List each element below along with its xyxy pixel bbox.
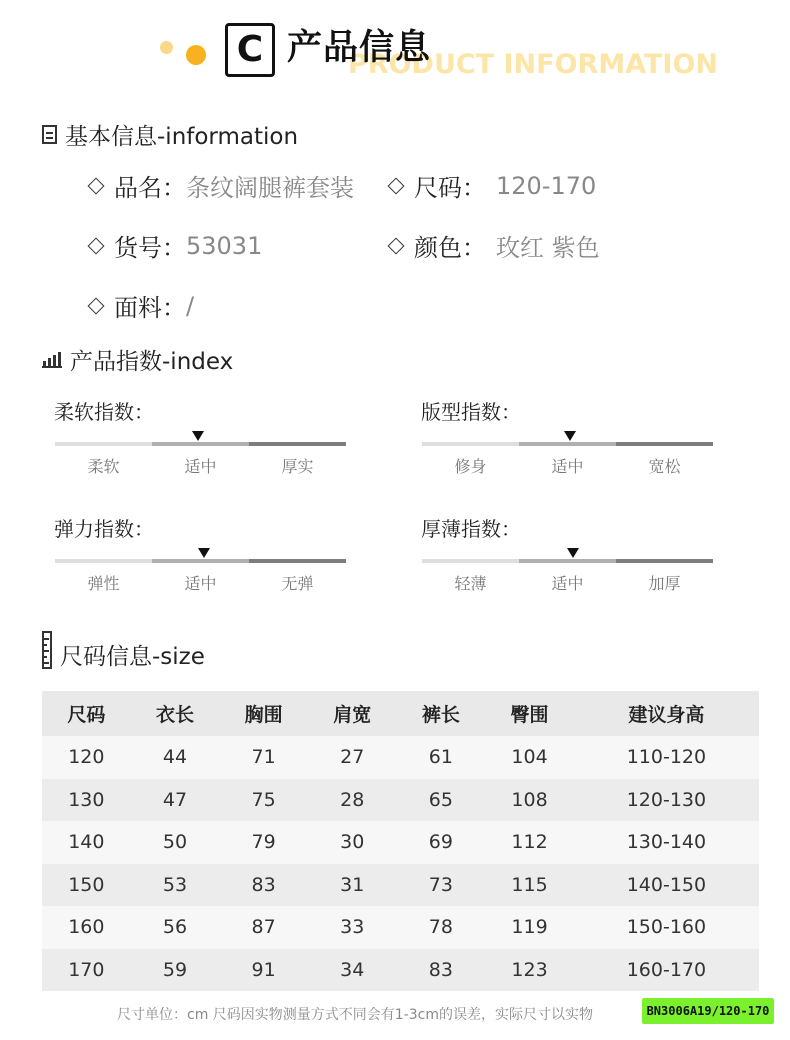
table-cell: 56 <box>131 906 220 949</box>
table-cell: 73 <box>397 864 486 907</box>
index-heading-text: 产品指数-index <box>70 349 234 375</box>
table-cell: 140 <box>42 821 131 864</box>
fit-marker-icon <box>564 431 576 441</box>
table-cell: 44 <box>131 736 220 779</box>
size-table-body <box>42 736 759 991</box>
column-header: 衣长 <box>131 691 220 736</box>
softness-scale-bar <box>55 442 346 446</box>
table-cell: 78 <box>397 906 486 949</box>
thickness-index-title: 厚薄指数： <box>421 517 521 541</box>
size-table <box>42 691 759 991</box>
document-icon <box>42 125 57 144</box>
table-cell: 110-120 <box>574 736 759 779</box>
page-title: 产品信息 <box>287 28 432 68</box>
size-info-heading-text: 尺码信息-size <box>60 644 205 670</box>
table-cell: 140-150 <box>574 864 759 907</box>
column-header: 肩宽 <box>308 691 397 736</box>
bar-chart-icon <box>42 352 62 368</box>
diamond-icon <box>88 237 105 254</box>
thickness-marker-icon <box>567 548 579 558</box>
info-fabric-label: 面料： <box>114 294 186 322</box>
column-header: 裤长 <box>397 691 486 736</box>
info-name <box>86 168 354 203</box>
table-row <box>42 821 759 864</box>
table-cell: 104 <box>485 736 574 779</box>
basic-info-heading <box>42 118 298 151</box>
table-cell: 33 <box>308 906 397 949</box>
table-cell: 115 <box>485 864 574 907</box>
column-header: 胸围 <box>219 691 308 736</box>
column-header: 建议身高 <box>574 691 759 736</box>
decor-dot-small <box>160 41 173 54</box>
table-row <box>42 779 759 822</box>
thickness-scale-bar <box>422 559 713 563</box>
table-cell: 120 <box>42 736 131 779</box>
table-cell: 160 <box>42 906 131 949</box>
softness-option: 适中 <box>184 457 217 476</box>
info-size <box>386 168 596 203</box>
table-cell: 53 <box>131 864 220 907</box>
softness-scale-labels <box>55 454 346 477</box>
fit-scale-labels <box>422 454 713 477</box>
column-header: 尺码 <box>42 691 131 736</box>
product-code-badge: BN3006A19/120-170 <box>642 998 774 1024</box>
table-cell: 170 <box>42 949 131 992</box>
fit-index-title: 版型指数： <box>421 400 521 424</box>
info-color-label: 颜色： <box>414 234 486 262</box>
info-color-value: 玫红 紫色 <box>496 234 600 262</box>
thickness-option: 适中 <box>551 574 584 593</box>
elasticity-scale-labels <box>55 571 346 594</box>
softness-option: 柔软 <box>87 457 120 476</box>
table-cell: 160-170 <box>574 949 759 992</box>
elasticity-option: 适中 <box>184 574 217 593</box>
table-row <box>42 864 759 907</box>
table-cell: 130 <box>42 779 131 822</box>
thickness-scale-labels <box>422 571 713 594</box>
table-cell: 69 <box>397 821 486 864</box>
info-size-label: 尺码： <box>414 174 486 202</box>
softness-index-title: 柔软指数： <box>54 400 154 424</box>
column-header: 臀围 <box>485 691 574 736</box>
info-name-label: 品名： <box>114 174 186 202</box>
table-cell: 31 <box>308 864 397 907</box>
info-fabric-value: / <box>186 291 195 320</box>
size-footnote: 尺寸单位：cm 尺码因实物测量方式不同会有1-3cm的误差，实际尺寸以实物 <box>117 1007 593 1023</box>
diamond-icon <box>88 297 105 314</box>
table-cell: 83 <box>397 949 486 992</box>
table-cell: 47 <box>131 779 220 822</box>
basic-info-heading-text: 基本信息-information <box>65 124 299 150</box>
table-cell: 87 <box>219 906 308 949</box>
info-item-no-value: 53031 <box>186 231 263 260</box>
index-heading <box>42 343 233 376</box>
info-name-value: 条纹阔腿裤套装 <box>186 174 354 202</box>
info-size-value: 120-170 <box>496 171 597 200</box>
elasticity-index-title: 弹力指数： <box>54 517 154 541</box>
fit-option: 宽松 <box>648 457 681 476</box>
table-cell: 120-130 <box>574 779 759 822</box>
elasticity-option: 无弹 <box>281 574 314 593</box>
table-cell: 150-160 <box>574 906 759 949</box>
elasticity-scale-bar <box>55 559 346 563</box>
table-cell: 50 <box>131 821 220 864</box>
page-title-en: PRODUCT INFORMATION <box>348 49 719 80</box>
info-item-no-label: 货号： <box>114 234 186 262</box>
info-item-no <box>86 228 262 263</box>
size-table-header <box>42 691 759 736</box>
diamond-icon <box>388 177 405 194</box>
table-cell: 27 <box>308 736 397 779</box>
softness-option: 厚实 <box>281 457 314 476</box>
table-cell: 75 <box>219 779 308 822</box>
table-cell: 130-140 <box>574 821 759 864</box>
info-fabric <box>86 288 194 323</box>
fit-scale-bar <box>422 442 713 446</box>
table-cell: 61 <box>397 736 486 779</box>
size-info-heading <box>42 628 205 671</box>
elasticity-option: 弹性 <box>87 574 120 593</box>
table-cell: 65 <box>397 779 486 822</box>
table-row <box>42 736 759 779</box>
info-color <box>386 228 600 263</box>
table-cell: 34 <box>308 949 397 992</box>
thickness-option: 加厚 <box>648 574 681 593</box>
table-cell: 71 <box>219 736 308 779</box>
softness-marker-icon <box>192 431 204 441</box>
fit-option: 修身 <box>454 457 487 476</box>
decor-dot-large <box>186 45 206 65</box>
diamond-icon <box>88 177 105 194</box>
thickness-option: 轻薄 <box>454 574 487 593</box>
table-cell: 28 <box>308 779 397 822</box>
table-cell: 30 <box>308 821 397 864</box>
table-cell: 150 <box>42 864 131 907</box>
table-cell: 91 <box>219 949 308 992</box>
fit-option: 适中 <box>551 457 584 476</box>
table-cell: 112 <box>485 821 574 864</box>
table-cell: 59 <box>131 949 220 992</box>
table-row <box>42 949 759 992</box>
table-cell: 123 <box>485 949 574 992</box>
elasticity-marker-icon <box>198 548 210 558</box>
table-cell: 119 <box>485 906 574 949</box>
table-cell: 83 <box>219 864 308 907</box>
table-cell: 79 <box>219 821 308 864</box>
table-cell: 108 <box>485 779 574 822</box>
section-letter-badge: C <box>225 23 275 77</box>
diamond-icon <box>388 237 405 254</box>
table-row <box>42 906 759 949</box>
ruler-icon <box>42 631 52 669</box>
